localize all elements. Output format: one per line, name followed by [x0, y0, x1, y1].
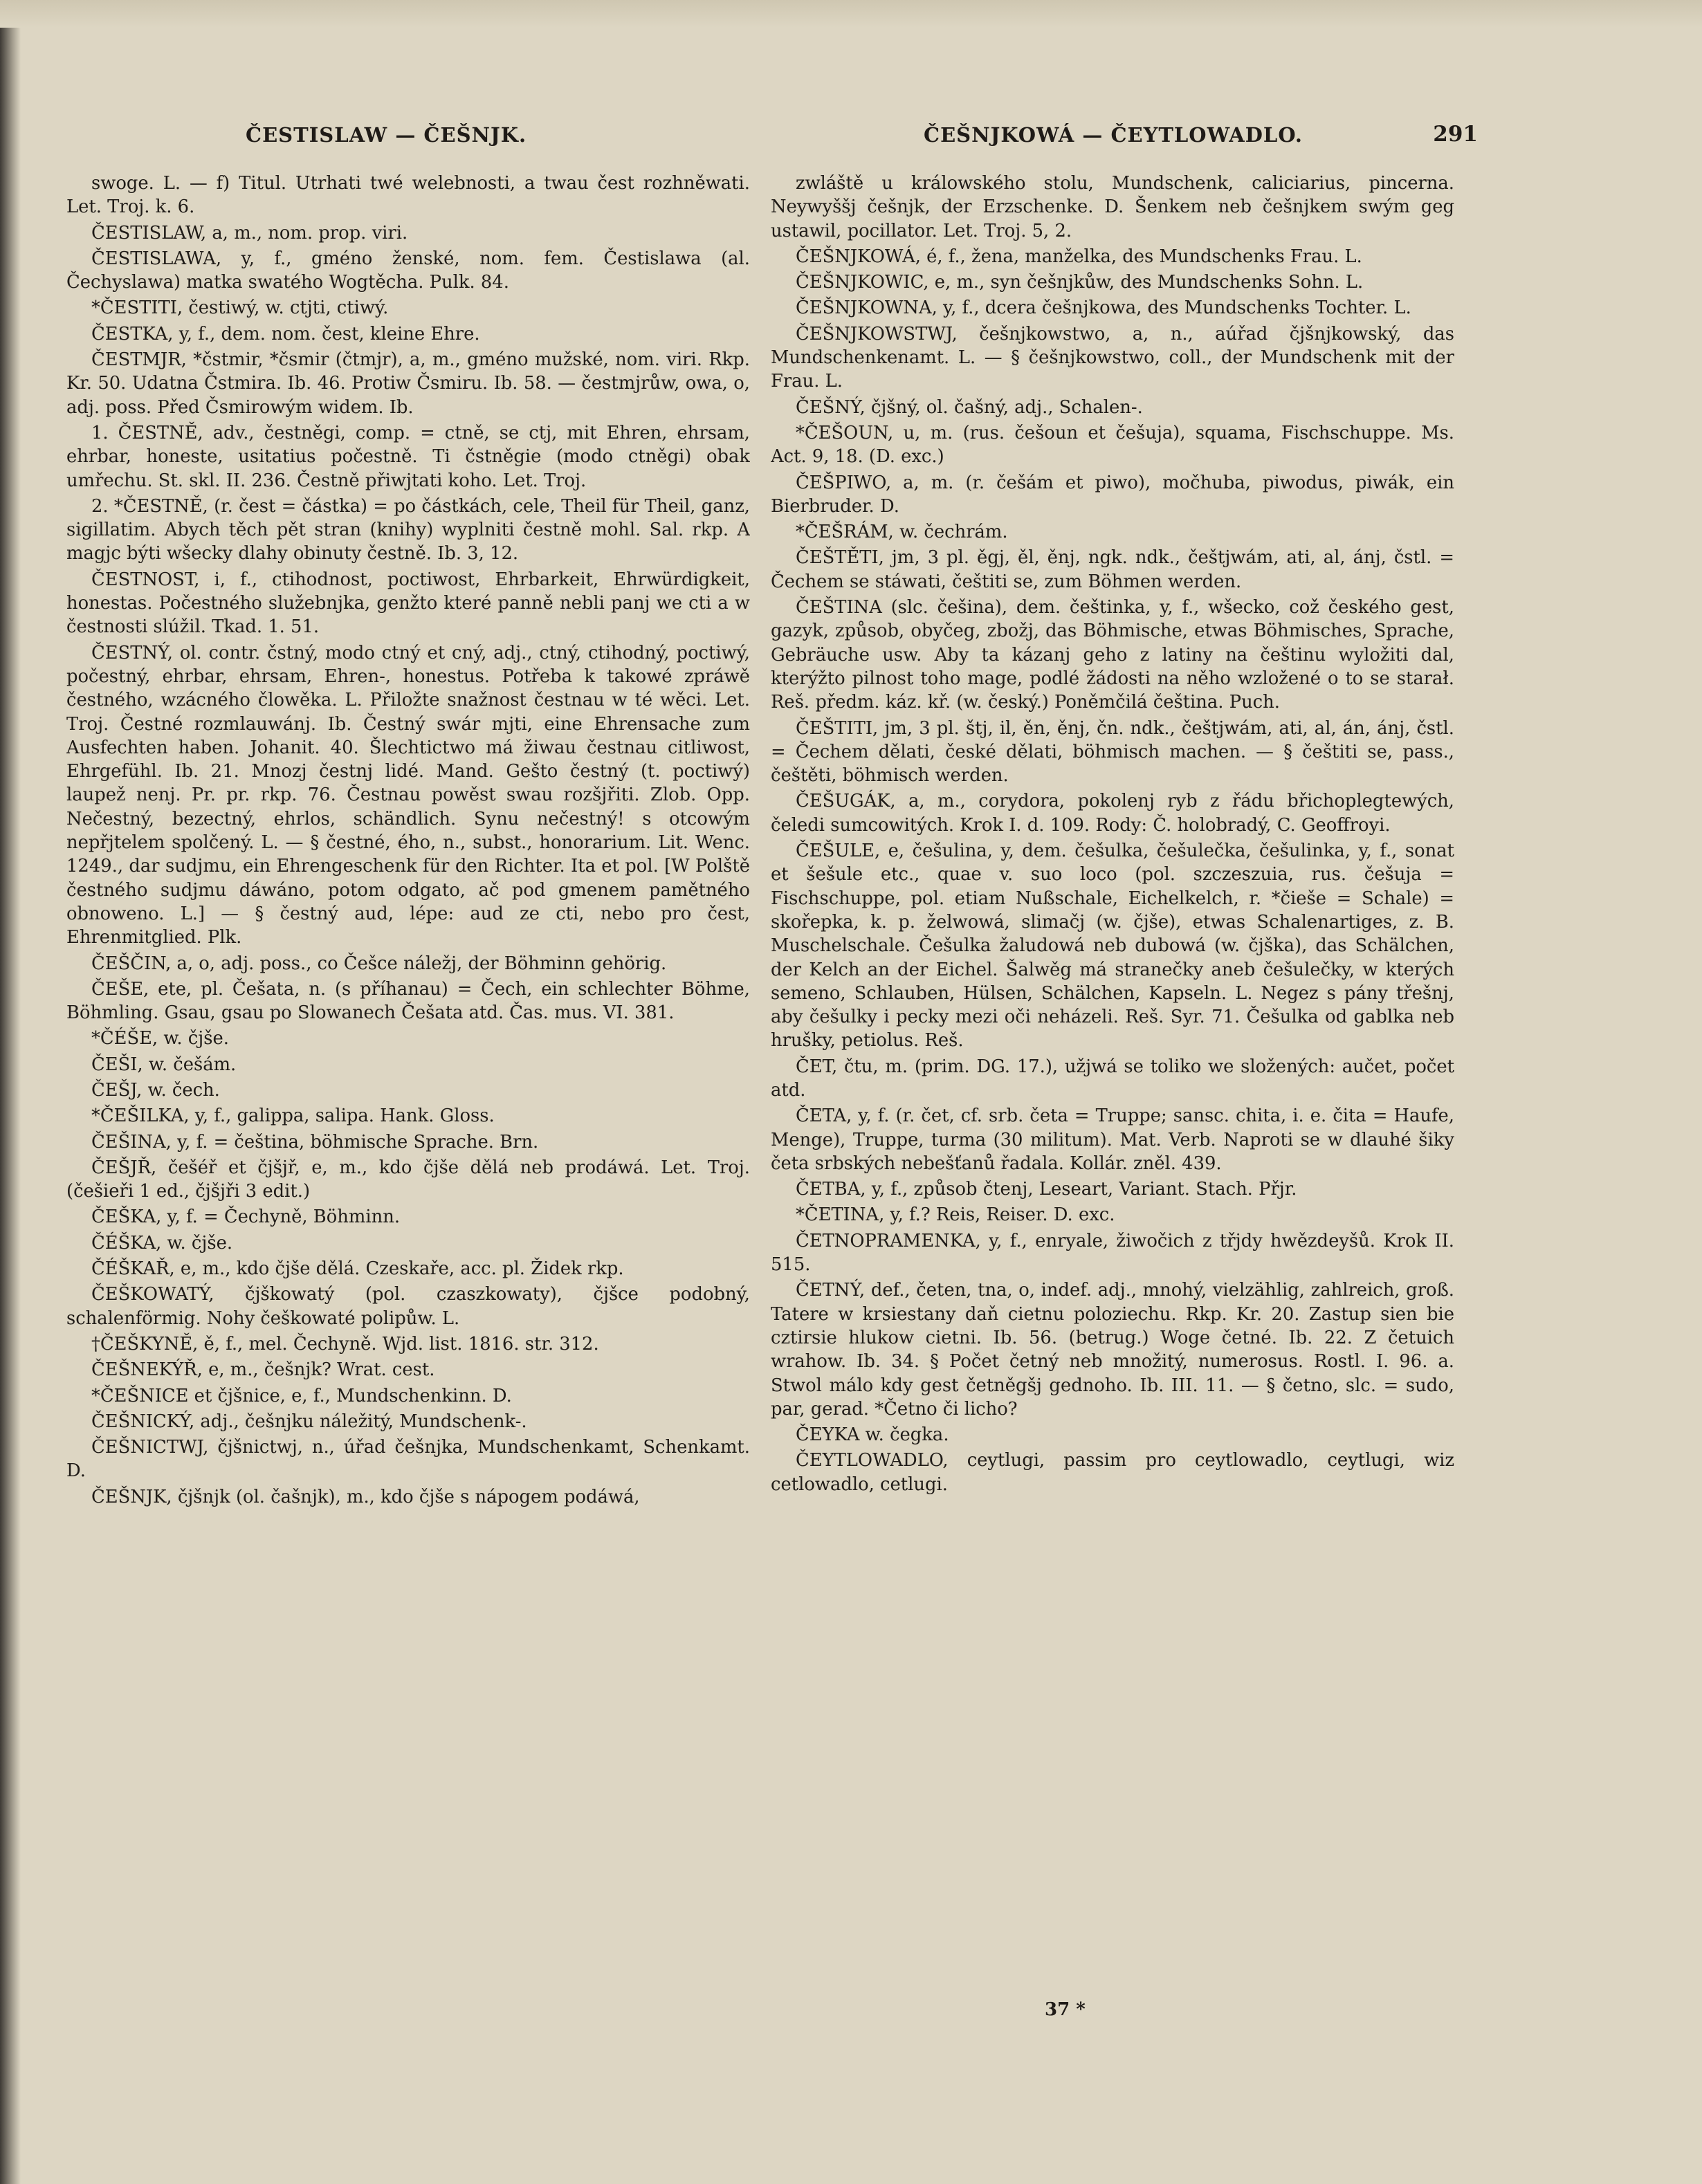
dictionary-entry: *ČETINA, y, f.? Reis, Reiser. D. exc.	[796, 1204, 1115, 1226]
dictionary-entry: 2. *ČESTNĚ, (r. čest = částka) = po částkách, cele, Theil für Theil, ganz, sigillatim. Abych těch pět stran (knihy) wyplniti čestně mohl. Sal. rkp. A magjc býti wšecky dlahy obinuty čestně. Ib. 3, 12.	[66, 495, 750, 565]
dictionary-entry: ČESTNOST, i, f., ctihodnost, poctiwost, Ehrbarkeit, Ehrwürdigkeit, honestas. Počestného služebnjka, genžto které panně nebli panj we cti a w čestnosti slúžil. Tkad. 1. 51.	[66, 569, 750, 638]
dictionary-entry: ČEŠTITI, jm, 3 pl. štj, il, ěn, ěnj, čn. ndk., češtjwám, ati, al, án, ánj, čstl. = Čechem dělati, české dělati, böhmisch machen. — § češtiti se, pass., češtěti, böhmisch werden.	[771, 717, 1454, 787]
page-top-shadow	[0, 0, 1702, 28]
dictionary-entry: ČESTKA, y, f., dem. nom. čest, kleine Ehre.	[91, 323, 480, 345]
dictionary-entry: ČESTNÝ, ol. contr. čstný, modo ctný et cný, adj., ctný, ctihodný, poctiwý, počestný, ehrbar, ehrsam, Ehren-, honestus. Potřeba k takowé zpráwě čestného, wzácného člowěka. L. Přiložte snažnost čestnau w té wěci. Let. Troj. Čestné rozmlauwánj. Ib. Čestný swár mjti, eine Ehrensache zum Ausfechten haben. Johanit. 40. Šlechtictwo má žiwau čestnau citliwost, Ehrgefühl. Ib. 21. Mnozj čestnj lidé. Mand. Gešto čestný (t. poctiwý) laupež nenj. Pr. pr. rkp. 76. Čestnau powěst swau rozšjřiti. Zlob. Opp. Nečestný, bezectný, ehrlos, schändlich. Synu nečestný! s otcowým nepřjtelem spolčený. L. — § čestné, ého, n., subst., honorarium. Lit. Wenc. 1249., dar sudjmu, ein Ehrengeschenk für den Richter. Ita et pol. [W Polště čestného sudjmu dáwáno, potom odgato, ač pod gmenem pamětného obnoweno. L.] — § čestný aud, lépe: aud ze cti, nebo pro čest, Ehrenmitglied. Plk.	[66, 642, 750, 948]
dictionary-entry: ČEŠKA, y, f. = Čechyně, Böhminn.	[91, 1206, 401, 1228]
dictionary-entry: †ČEŠKYNĚ, ě, f., mel. Čechyně. Wjd. list. 1816. str. 312.	[91, 1333, 599, 1355]
dictionary-entry: ČEŠINA, y, f. = čeština, böhmische Sprache. Brn.	[91, 1131, 539, 1153]
dictionary-entry: ČEŠTĚTI, jm, 3 pl. ěgj, ěl, ěnj, ngk. ndk., češtjwám, ati, al, ánj, čstl. = Čechem se stáwati, češtiti se, zum Böhmen werden.	[771, 547, 1454, 592]
dictionary-entry: ČEŠKOWATÝ, čjškowatý (pol. czaszkowaty), čjšce podobný, schalenförmig. Nohy češkowaté polipůw. L.	[66, 1284, 750, 1329]
dictionary-entry: ČEYTLOWADLO, ceytlugi, passim pro ceytlowadlo, ceytlugi, wiz cetlowadlo, cetlugi.	[771, 1450, 1454, 1495]
dictionary-entry: ČET, čtu, m. (prim. DG. 17.), užjwá se toliko we složených: aučet, počet atd.	[771, 1056, 1454, 1101]
dictionary-entry: ČEŠUGÁK, a, m., corydora, pokolenj ryb z řádu břichoplegtewých, čeledi sumcowitých. Krok I. d. 109. Rody: Č. holobradý, C. Geoffroyi.	[771, 791, 1454, 836]
page-edge-shadow	[0, 0, 21, 2184]
dictionary-entry: ČEŠNJK, čjšnjk (ol. čašnjk), m., kdo čjše s nápogem podáwá,	[91, 1486, 640, 1507]
dictionary-entry: ČETNÝ, def., četen, tna, o, indef. adj., mnohý, vielzählig, zahlreich, groß. Tatere w krsiestany daň cietnu poloziechu. Rkp. Kr. 20. Zastup sien bie cztirsie hlukow cietni. Ib. 56. (betrug.) Woge četné. Ib. 22. Z četuich wrahow. Ib. 34. § Počet četný neb množitý, numerosus. Rostl. I. 96. a. Stwol málo kdy gest četněgšj gednoho. Ib. III. 11. — § četno, slc. = sudo, par, gerad. *Četno či licho?	[771, 1280, 1454, 1420]
dictionary-entry: ČETBA, y, f., způsob čtenj, Leseart, Variant. Stach. Přjr.	[796, 1179, 1297, 1200]
dictionary-entry: ČÉŠKA, w. čjše.	[91, 1232, 233, 1254]
dictionary-entry: ČEŠI, w. češám.	[91, 1054, 237, 1075]
dictionary-entry: *ČESTITI, čestiwý, w. ctjti, ctiwý.	[91, 297, 389, 319]
dictionary-entry: *ČEŠILKA, y, f., galippa, salipa. Hank. Gloss.	[91, 1105, 495, 1127]
dictionary-entry: *ČEŠRÁM, w. čechrám.	[796, 522, 1008, 543]
dictionary-entry: ČEŠČIN, a, o, adj. poss., co Češce náležj, der Böhminn gehörig.	[91, 953, 667, 974]
running-header-right: ČEŠNJKOWÁ — ČEYTLOWADLO.	[924, 123, 1303, 147]
left-column	[66, 172, 750, 2088]
right-column	[771, 172, 1454, 2088]
dictionary-entry: ČESTISLAWA, y, f., gméno ženské, nom. fem. Čestislawa (al. Čechyslawa) matka swatého Wogtěcha. Pulk. 84.	[66, 248, 750, 293]
dictionary-entry: ČETNOPRAMENKA, y, f., enryale, žiwočich z třjdy hwězdeyšů. Krok II. 515.	[771, 1230, 1454, 1276]
dictionary-entry: ČEŠNÝ, čjšný, ol. čašný, adj., Schalen-.	[796, 396, 1143, 418]
dictionary-entry: *ČÉŠE, w. čjše.	[91, 1028, 229, 1049]
page-number: 291	[1433, 122, 1478, 147]
dictionary-entry: ČEŠE, ete, pl. Češata, n. (s příhanau) = Čech, ein schlechter Böhme, Böhmling. Gsau, gsau po Slowanech Češata atd. Čas. mus. VI. 381.	[66, 978, 750, 1024]
running-header-left: ČESTISLAW — ČEŠNJK.	[246, 123, 527, 147]
dictionary-entry: ČEŠJŘ, češéř et čjšjř, e, m., kdo čjše dělá neb prodáwá. Let. Troj. (češieři 1 ed., čjšjři 3 edit.)	[66, 1157, 750, 1202]
dictionary-entry: 1. ČESTNĚ, adv., čestněgi, comp. = ctně, se ctj, mit Ehren, ehrsam, ehrbar, honeste, usitatius počestně. Ti čstněgie (modo ctněgi) obak umřechu. St. skl. II. 236. Čestně přiwjtati koho. Let. Troj.	[66, 422, 750, 491]
dictionary-entry: ČESTISLAW, a, m., nom. prop. viri.	[91, 222, 408, 244]
dictionary-entry: ČÉŠKAŘ, e, m., kdo čjše dělá. Czeskaře, acc. pl. Židek rkp.	[91, 1258, 624, 1280]
dictionary-entry: ČEŠULE, e, češulina, y, dem. češulka, češulečka, češulinka, y, f., sonat et šešule etc., quae v. suo loco (pol. szczeszuia, rus. češuja = Fischschuppe, pol. etiam Nußschale, Eichelkelch, r. *čieše = Schale) = skořepka, k. p. želwowá, slimačj (w. čjše), etwas Schalenartiges, z. B. Muschelschale. Češulka žaludowá neb dubowá (w. čjška), das Schälchen, der Kelch an der Eichel. Šalwěg má stranečky aneb češulečky, w kterých semeno, Schlauben, Hülsen, Schälchen, Kapseln. L. Negez s pány třešnj, aby češulky i pecky mezi oči neházeli. Reš. Syr. 71. Češulka od gablka neb hrušky, petiolus. Reš.	[771, 841, 1454, 1052]
dictionary-entry: ČEŠNJKOWIC, e, m., syn češnjkůw, des Mundschenks Sohn. L.	[796, 272, 1364, 293]
dictionary-entry: ČEYKA w. čegka.	[796, 1424, 949, 1446]
dictionary-entry: ČEŠNICKÝ, adj., češnjku náležitý, Mundschenk-.	[91, 1411, 527, 1432]
dictionary-entry: *ČEŠOUN, u, m. (rus. češoun et češuja), squama, Fischschuppe. Ms. Act. 9, 18. (D. exc.)	[771, 422, 1454, 468]
dictionary-entry: ČEŠNJKOWNA, y, f., dcera češnjkowa, des Mundschenks Tochter. L.	[796, 297, 1411, 319]
dictionary-entry: ČESTMJR, *čstmir, *čsmir (čtmjr), a, m., gméno mužské, nom. viri. Rkp. Kr. 50. Udatna Čstmira. Ib. 46. Protiw Čsmiru. Ib. 58. — čestmjrůw, owa, o, adj. poss. Před Čsmirowým widem. Ib.	[66, 349, 750, 418]
dictionary-entry: *ČEŠNICE et čjšnice, e, f., Mundschenkinn. D.	[91, 1385, 512, 1406]
dictionary-entry: ČEŠTINA (slc. češina), dem. češtinka, y, f., wšecko, což českého gest, gazyk, způsob, obyčeg, zbožj, das Böhmische, etwas Böhmisches, Sprache, Gebräuche usw. Aby ta kázanj geho z latiny na češtinu wyložiti dal, kterýžto pilnost toho mage, podlé žádosti na něho wzložené o to se starał. Reš. předm. káz. kř. (w. český.) Poněmčilá čeština. Puch.	[771, 597, 1454, 713]
dictionary-entry: ČEŠNEKÝŘ, e, m., češnjk? Wrat. cest.	[91, 1359, 435, 1381]
dictionary-entry: ČETA, y, f. (r. čet, cf. srb. četa = Truppe; sansc. chita, i. e. čita = Haufe, Menge), Truppe, turma (30 militum). Mat. Verb. Naproti se w dlauhé šiky četa srbských nebešťanů řadala. Kollár. zněl. 439.	[771, 1105, 1454, 1174]
dictionary-entry: ČEŠNJKOWÁ, é, f., žena, manželka, des Mundschenks Frau. L.	[796, 246, 1362, 267]
dictionary-entry: ČEŠNJKOWSTWJ, češnjkowstwo, a, n., aúřad čjšnjkowský, das Mundschenkenamt. L. — § češnjkowstwo, coll., der Mundschenk mit der Frau. L.	[771, 323, 1454, 392]
dictionary-entry: ČEŠJ, w. čech.	[91, 1079, 220, 1101]
dictionary-entry: swoge. L. — f) Titul. Utrhati twé welebnosti, a twau čest rozhněwati. Let. Troj. k. 6.	[66, 173, 750, 218]
dictionary-entry: zwláště u králowského stolu, Mundschenk, caliciarius, pincerna. Neywyššj češnjk, der Erzschenke. D. Šenkem neb češnjkem swým geg ustawil, pocillator. Let. Troj. 5, 2.	[771, 173, 1454, 241]
dictionary-entry: ČEŠPIWO, a, m. (r. češám et piwo), močhuba, piwodus, piwák, ein Bierbruder. D.	[771, 472, 1454, 517]
signature-mark: 37 *	[1045, 1999, 1086, 2020]
dictionary-entry: ČEŠNICTWJ, čjšnictwj, n., úřad češnjka, Mundschenkamt, Schenkamt. D.	[66, 1437, 750, 1482]
